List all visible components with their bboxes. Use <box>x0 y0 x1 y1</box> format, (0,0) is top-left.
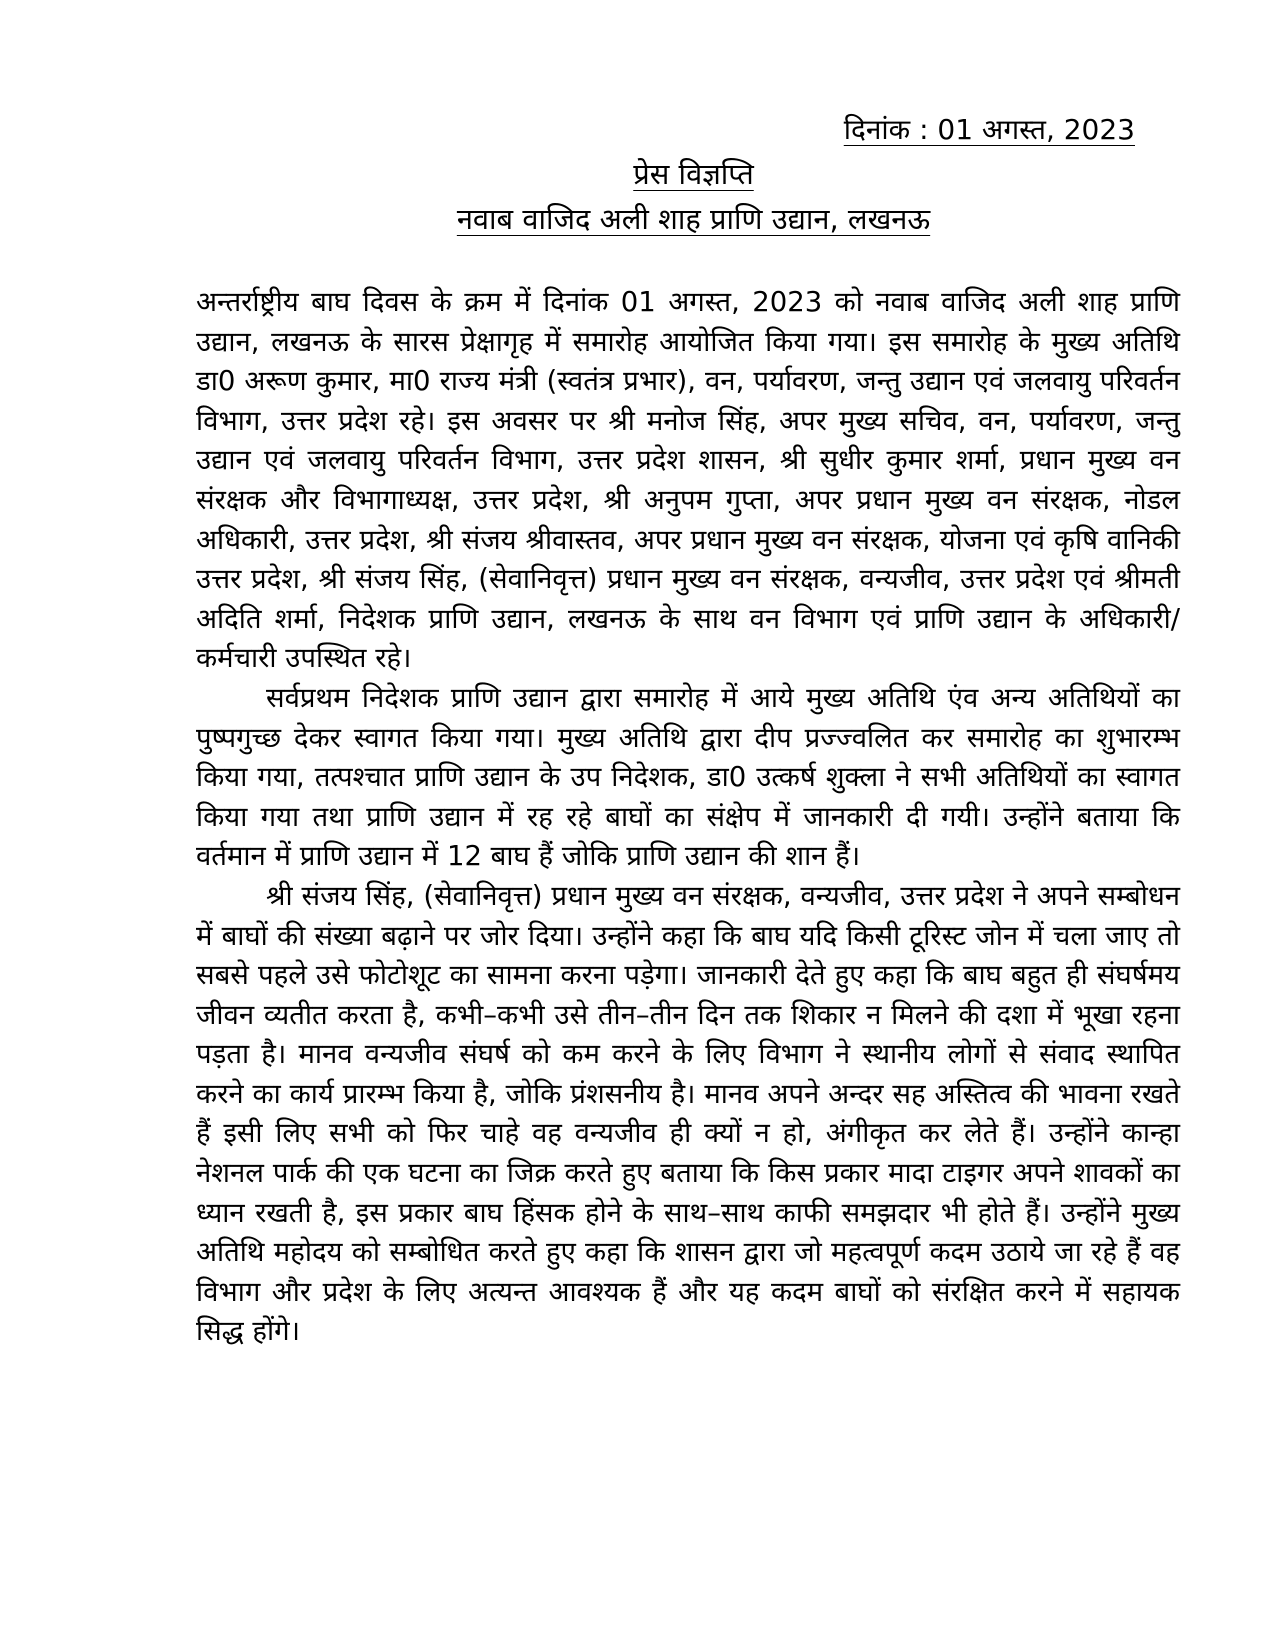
press-release-body <box>196 283 1180 1352</box>
press-release-title: प्रेस विज्ञप्ति <box>633 157 754 191</box>
date-line: दिनांक : 01 अगस्त, 2023 <box>843 113 1135 146</box>
paragraph-tiger-conservation-address: श्री संजय सिंह, (सेवानिवृत्त) प्रधान मुख्य वन संरक्षक, वन्यजीव, उत्तर प्रदेश ने अपने सम्बोधन में बाघों की संख्या बढ़ाने पर जोर दिया। उन्होंने कहा कि बाघ यदि किसी टूरिस्ट जोन में चला जाए तो सबसे पहले उसे फोटोशूट का सामना करना पड़ेगा। जानकारी देते हुए कहा कि बाघ बहुत ही संघर्षमय जीवन व्यतीत करता है, कभी–कभी उसे तीन–तीन दिन तक शिकार न मिलने की दशा में भूखा रहना पड़ता है। मानव वन्यजीव संघर्ष को कम करने के लिए विभाग ने स्थानीय लोगों से संवाद स्थापित करने का कार्य प्रारम्भ किया है, जोकि प्रंशसनीय है। मानव अपने अन्दर सह अस्तित्व की भावना रखते हैं इसी लिए सभी को फिर चाहे वह वन्यजीव ही क्यों न हो, अंगीकृत कर लेते हैं। उन्होंने कान्हा नेशनल पार्क की एक घटना का जिक्र करते हुए बताया कि किस प्रकार मादा टाइगर अपने शावकों का ध्यान रखती है, इस प्रकार बाघ हिंसक होने के साथ–साथ काफी समझदार भी होते हैं। उन्होंने मुख्य अतिथि महोदय को सम्बोधित करते हुए कहा कि शासन द्वारा जो महत्वपूर्ण कदम उठाये जा रहे हैं वह विभाग और प्रदेश के लिए अत्यन्त आवश्यक हैं और यह कदम बाघों को संरक्षित करने में सहायक सिद्ध होंगे। <box>196 879 1180 1348</box>
paragraph-welcome-inauguration: सर्वप्रथम निदेशक प्राणि उद्यान द्वारा समारोह में आये मुख्य अतिथि एंव अन्य अतिथियों का पुष्पगुच्छ देकर स्वागत किया गया। मुख्य अतिथि द्वारा दीप प्रज्ज्वलित कर समारोह का शुभारम्भ किया गया, तत्पश्चात प्राणि उद्यान के उप निदेशक, डा0 उत्कर्ष शुक्ला ने सभी अतिथियों का स्वागत किया गया तथा प्राणि उद्यान में रह रहे बाघों का संक्षेप में जानकारी दी गयी। उन्होंने बताया कि वर्तमान में प्राणि उद्यान में 12 बाघ हैं जोकि प्राणि उद्यान की शान हैं। <box>196 681 1180 873</box>
paragraph-event-attendees: अन्तर्राष्ट्रीय बाघ दिवस के क्रम में दिनांक 01 अगस्त, 2023 को नवाब वाजिद अली शाह प्राणि उद्यान, लखनऊ के सारस प्रेक्षागृह में समारोह आयोजित किया गया। इस समारोह के मुख्य अतिथि डा0 अरूण कुमार, मा0 राज्य मंत्री (स्वतंत्र प्रभार), वन, पर्यावरण, जन्तु उद्यान एवं जलवायु परिवर्तन विभाग, उत्तर प्रदेश रहे। इस अवसर पर श्री मनोज सिंह, अपर मुख्य सचिव, वन, पर्यावरण, जन्तु उद्यान एवं जलवायु परिवर्तन विभाग, उत्तर प्रदेश शासन, श्री सुधीर कुमार शर्मा, प्रधान मुख्य वन संरक्षक और विभागाध्यक्ष, उत्तर प्रदेश, श्री अनुपम गुप्ता, अपर प्रधान मुख्य वन संरक्षक, नोडल अधिकारी, उत्तर प्रदेश, श्री संजय श्रीवास्तव, अपर प्रधान मुख्य वन संरक्षक, योजना एवं कृषि वानिकी उत्तर प्रदेश, श्री संजय सिंह, (सेवानिवृत्त) प्रधान मुख्य वन संरक्षक, वन्यजीव, उत्तर प्रदेश एवं श्रीमती अदिति शर्मा, निदेशक प्राणि उद्यान, लखनऊ के साथ वन विभाग एवं प्राणि उद्यान के अधिकारी/कर्मचारी उपस्थित रहे। <box>196 286 1180 675</box>
zoo-name-subtitle: नवाब वाजिद अली शाह प्राणि उद्यान, लखनऊ <box>456 202 931 236</box>
